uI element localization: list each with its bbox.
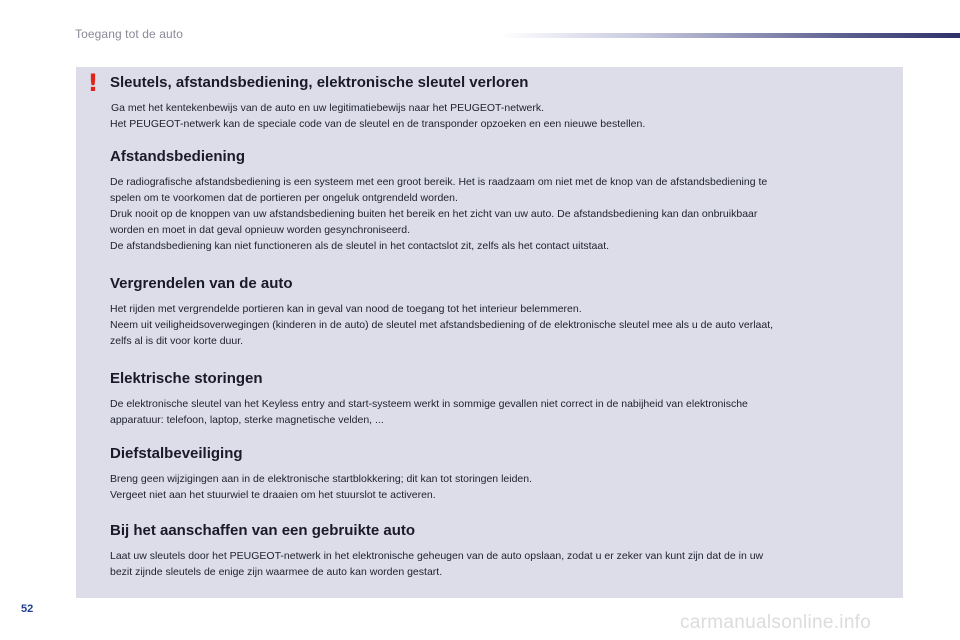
section-line: Laat uw sleutels door het PEUGEOT-netwerk in het elektronische geheugen van de auto opslaan, zodat u er zeker van kunt zijn dat de in uw: [110, 550, 764, 562]
section-line: Ga met het kentekenbewijs van de auto en uw legitimatiebewijs naar het PEUGEOT-netwerk.: [111, 102, 545, 114]
section-line: zelfs al is dit voor korte duur.: [110, 335, 244, 347]
section-line: Het PEUGEOT-netwerk kan de speciale code van de sleutel en de transponder opzoeken en een nieuwe bestellen.: [110, 118, 646, 130]
section-electrical-interference: [110, 370, 895, 428]
section-line: Vergeet niet aan het stuurwiel te draaien om het stuurslot te activeren.: [110, 489, 436, 501]
section-title: Afstandsbediening: [110, 148, 246, 165]
section-line: spelen om te voorkomen dat de portieren per ongeluk ontgrendeld worden.: [110, 192, 458, 204]
section-lost-keys: [110, 74, 895, 132]
section-remote-control: [110, 148, 895, 254]
header-gradient-bar: [500, 33, 960, 38]
section-title: Diefstalbeveiliging: [110, 445, 243, 462]
section-line: Neem uit veiligheidsoverwegingen (kinderen in de auto) de sleutel met afstandsbediening of de elektronische sleutel mee als u de auto verlaat,: [110, 319, 774, 331]
section-line: Druk nooit op de knoppen van uw afstandsbediening buiten het bereik en het zicht van uw auto. De afstandsbediening kan dan onbruikbaar: [110, 208, 758, 220]
section-line: Het rijden met vergrendelde portieren kan in geval van nood de toegang tot het interieur belemmeren.: [110, 303, 582, 315]
section-line: De radiografische afstandsbediening is een systeem met een groot bereik. Het is raadzaam om niet met de knop van de afstandsbediening te: [110, 176, 768, 188]
section-title: Bij het aanschaffen van een gebruikte auto: [110, 522, 416, 539]
section-used-car: [110, 522, 895, 580]
section-line: worden en moet in dat geval opnieuw worden gesynchroniseerd.: [110, 224, 411, 236]
section-line: De elektronische sleutel van het Keyless entry and start-systeem werkt in sommige gevallen niet correct in de nabijheid van elektronische: [110, 398, 748, 410]
exclamation-icon: !: [87, 69, 99, 97]
page-header-title: Toegang tot de auto: [75, 27, 183, 41]
page-number: 52: [21, 603, 34, 615]
section-title: Vergrendelen van de auto: [110, 275, 293, 292]
section-theft-protection: [110, 445, 895, 503]
section-locking: [110, 275, 895, 349]
section-line: apparatuur: telefoon, laptop, sterke magnetische velden, ...: [110, 414, 384, 426]
section-line: De afstandsbediening kan niet functioneren als de sleutel in het contactslot zit, zelfs als het contact uitstaat.: [110, 240, 610, 252]
section-title: Sleutels, afstandsbediening, elektronische sleutel verloren: [110, 74, 529, 91]
watermark: carmanualsonline.info: [680, 612, 872, 633]
section-line: Breng geen wijzigingen aan in de elektronische startblokkering; dit kan tot storingen leiden.: [110, 473, 533, 485]
section-line: bezit zijnde sleutels de enige zijn waarmee de auto kan worden gestart.: [110, 566, 443, 578]
section-title: Elektrische storingen: [110, 370, 263, 387]
